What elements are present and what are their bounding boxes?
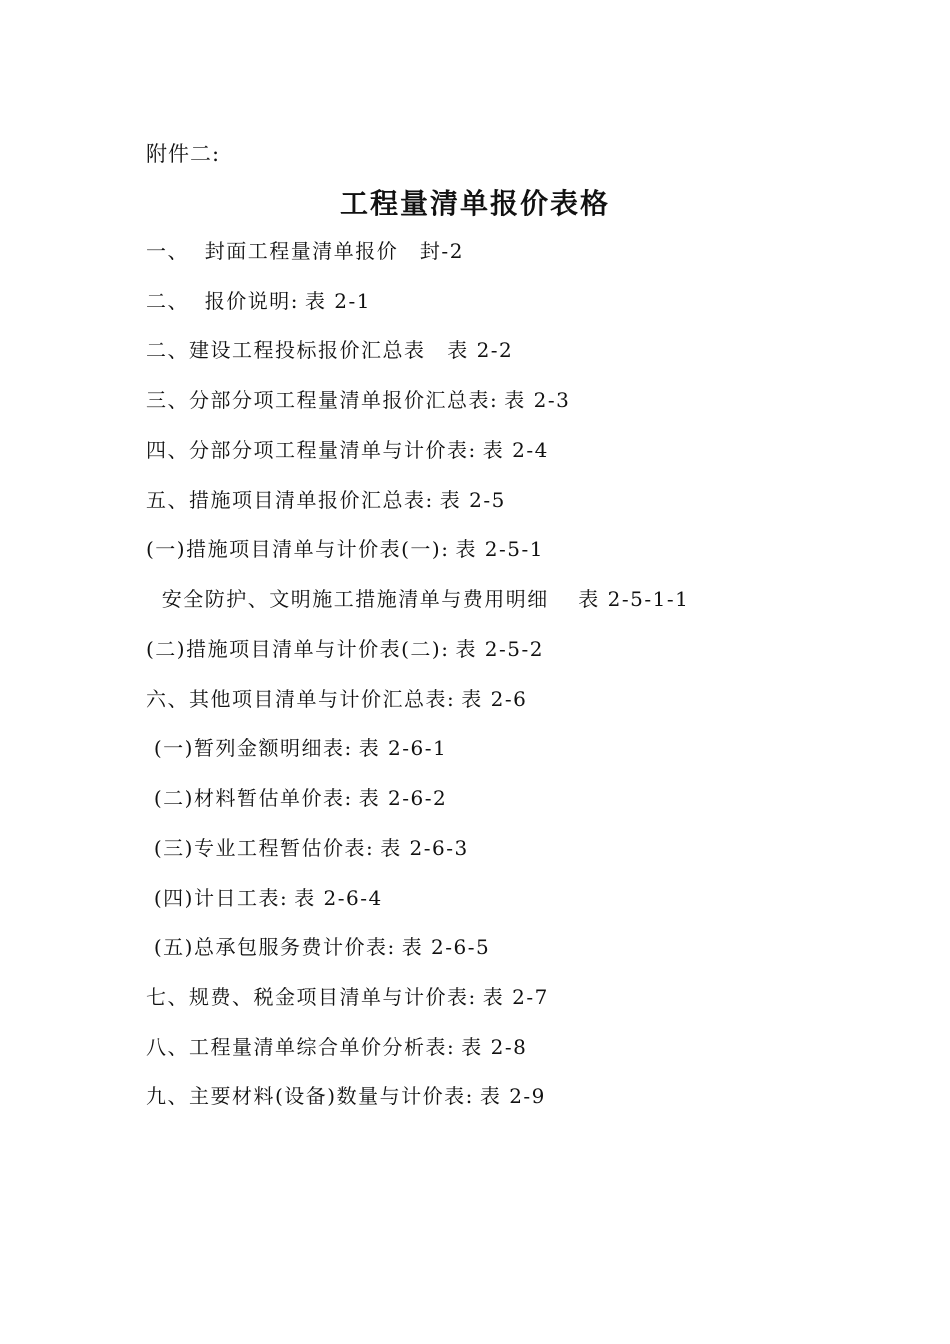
- toc-item-ref: 表 2-7: [482, 985, 549, 1009]
- toc-item-text: 四、分部分项工程量清单与计价表:: [146, 438, 477, 462]
- toc-item-ref: 表 2-5-1-1: [554, 587, 690, 611]
- toc-item-ref: 表 2-2: [431, 338, 514, 362]
- toc-item-ref: 表 2-5: [439, 488, 506, 512]
- toc-item-ref: 表 2-1: [304, 289, 372, 313]
- toc-item-text: (二)措施项目清单与计价表(二):: [146, 637, 450, 661]
- toc-item-text: (一)暂列金额明细表:: [146, 736, 353, 760]
- toc-item-text: (四)计日工表:: [146, 886, 289, 910]
- toc-item-text: 九、主要材料(设备)数量与计价表:: [146, 1084, 474, 1108]
- toc-item-ref: 表 2-4: [482, 438, 549, 462]
- toc-item-ref: 表 2-3: [504, 388, 571, 412]
- toc-item-ref: 表 2-9: [479, 1084, 546, 1108]
- toc-item: [146, 585, 689, 613]
- toc-item-ref: 表 2-6-1: [358, 736, 448, 760]
- toc-item: [146, 386, 570, 414]
- toc-item-text: 安全防护、文明施工措施清单与费用明细: [146, 587, 549, 611]
- toc-item-text: (一)措施项目清单与计价表(一):: [146, 537, 450, 561]
- toc-item: [146, 834, 469, 862]
- toc-item: [146, 635, 544, 663]
- toc-item-ref: 表 2-6-2: [358, 786, 448, 810]
- toc-item-text: 六、其他项目清单与计价汇总表:: [146, 687, 456, 711]
- toc-item-text: (五)总承包服务费计价表:: [146, 935, 396, 959]
- toc-item-ref: 封-2: [404, 239, 464, 263]
- toc-item: [146, 486, 506, 514]
- toc-item: [146, 436, 549, 464]
- toc-item: [146, 734, 447, 762]
- toc-item-text: 二、建设工程投标报价汇总表: [146, 338, 426, 362]
- toc-item-text: (三)专业工程暂估价表:: [146, 836, 375, 860]
- toc-item-text: 一、 封面工程量清单报价: [146, 239, 399, 263]
- toc-item: [146, 336, 513, 364]
- toc-item: [146, 884, 383, 912]
- toc-item: [146, 784, 447, 812]
- toc-item-ref: 表 2-6-3: [380, 836, 469, 860]
- toc-item-text: (二)材料暂估单价表:: [146, 786, 353, 810]
- toc-item-text: 八、工程量清单综合单价分析表:: [146, 1035, 456, 1059]
- toc-item-ref: 表 2-6-5: [401, 935, 491, 959]
- toc-item-ref: 表 2-5-1: [455, 537, 544, 561]
- toc-item: [146, 1082, 546, 1110]
- toc-item: [146, 535, 544, 563]
- toc-item-ref: 表 2-6: [461, 687, 528, 711]
- toc-item-text: 五、措施项目清单报价汇总表:: [146, 488, 434, 512]
- toc-item: [146, 1033, 527, 1061]
- toc-item: [146, 983, 549, 1011]
- toc-item-ref: 表 2-8: [461, 1035, 528, 1059]
- toc-item-text: 七、规费、税金项目清单与计价表:: [146, 985, 477, 1009]
- toc-item: [146, 933, 490, 961]
- toc-item: [146, 237, 464, 265]
- toc-item-text: 三、分部分项工程量清单报价汇总表:: [146, 388, 499, 412]
- toc-item-text: 二、 报价说明:: [146, 289, 299, 313]
- toc-item: [146, 287, 371, 315]
- attachment-label: 附件二:: [146, 142, 221, 166]
- toc-item-ref: 表 2-6-4: [294, 886, 383, 910]
- document-title: 工程量清单报价表格: [339, 187, 610, 220]
- toc-item: [146, 685, 527, 713]
- toc-item-ref: 表 2-5-2: [455, 637, 544, 661]
